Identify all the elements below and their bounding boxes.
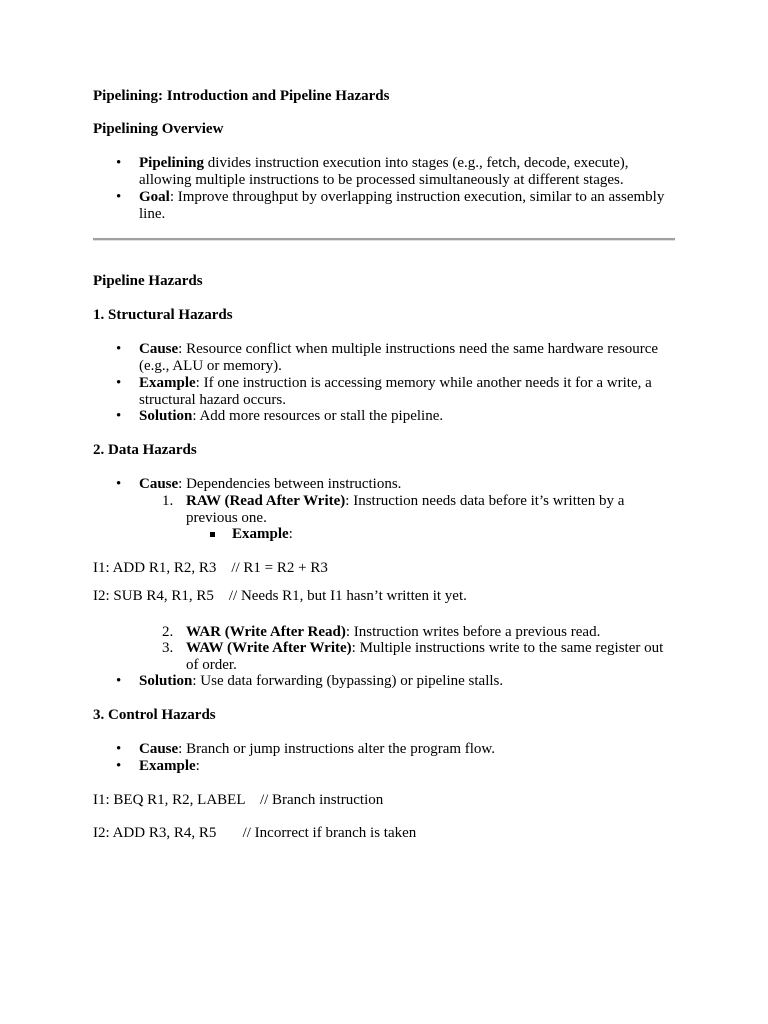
term-raw: RAW (Read After Write): [186, 493, 346, 509]
code-line-beq: I1: BEQ R1, R2, LABEL // Branch instruction: [93, 792, 384, 808]
list-number: 1.: [162, 493, 174, 509]
text-cause: : Dependencies between instructions.: [178, 476, 402, 492]
code-line-sub: I2: SUB R4, R1, R5 // Needs R1, but I1 hasn’t written it yet.: [93, 588, 467, 604]
list-item-war: [186, 624, 676, 641]
text-cause: : Resource conflict when multiple instructions need the same hardware resource (e.g., ALU or memory).: [139, 341, 659, 374]
square-bullet-marker: [210, 532, 215, 537]
text-goal: : Improve throughput by overlapping instruction execution, similar to an assembly line.: [139, 189, 665, 222]
list-item-solution: [139, 408, 684, 425]
horizontal-divider: [93, 238, 675, 241]
list-item-example: [232, 526, 293, 543]
bullet-marker: •: [116, 408, 122, 424]
term-waw: WAW (Write After Write): [186, 640, 352, 656]
section-heading-overview: Pipelining Overview: [93, 121, 224, 137]
text-pipelining: divides instruction execution into stages (e.g., fetch, decode, execute), allowing multiple instructions to be processed simultaneously at different stages.: [139, 155, 629, 188]
term-solution: Solution: [139, 408, 193, 424]
term-cause: Cause: [139, 741, 179, 757]
list-item-waw: [186, 640, 676, 674]
list-item-pipelining: [139, 155, 684, 189]
text-solution: : Add more resources or stall the pipeline.: [192, 408, 444, 424]
heading-data-hazards: 2. Data Hazards: [93, 442, 197, 458]
bullet-marker: •: [116, 341, 122, 357]
term-example: Example: [139, 758, 196, 774]
list-item-goal: [139, 189, 684, 223]
heading-structural-hazards: 1. Structural Hazards: [93, 307, 233, 323]
bullet-marker: •: [116, 758, 122, 774]
list-item-example: [139, 375, 684, 409]
text-cause: : Branch or jump instructions alter the program flow.: [178, 741, 496, 757]
code-line-add: I1: ADD R1, R2, R3 // R1 = R2 + R3: [93, 560, 328, 576]
bullet-marker: •: [116, 189, 122, 205]
bullet-marker: •: [116, 741, 122, 757]
text-example: : If one instruction is accessing memory while another needs it for a write, a structural hazard occurs.: [139, 375, 652, 408]
term-war: WAR (Write After Read): [186, 624, 346, 640]
bullet-marker: •: [116, 375, 122, 391]
list-number: 3.: [162, 640, 174, 656]
text-waw: : Multiple instructions write to the same register out of order.: [186, 640, 664, 673]
term-pipelining: Pipelining: [139, 155, 205, 171]
term-cause: Cause: [139, 476, 179, 492]
text-solution: : Use data forwarding (bypassing) or pipeline stalls.: [192, 673, 504, 689]
list-item-solution: [139, 673, 684, 690]
text-example: :: [195, 758, 200, 774]
document-title: Pipelining: Introduction and Pipeline Hazards: [93, 88, 390, 104]
text-example: :: [288, 526, 293, 542]
bullet-marker: •: [116, 155, 122, 171]
list-number: 2.: [162, 624, 174, 640]
term-example: Example: [232, 526, 289, 542]
term-solution: Solution: [139, 673, 193, 689]
list-item-example: [139, 758, 684, 775]
list-item-raw: [186, 493, 676, 527]
list-item-cause: [139, 476, 684, 493]
bullet-marker: •: [116, 476, 122, 492]
section-heading-hazards: Pipeline Hazards: [93, 273, 203, 289]
text-raw: : Instruction needs data before it’s written by a previous one.: [186, 493, 625, 526]
list-item-cause: [139, 341, 684, 375]
term-goal: Goal: [139, 189, 170, 205]
bullet-marker: •: [116, 673, 122, 689]
code-line-add-control: I2: ADD R3, R4, R5 // Incorrect if branch is taken: [93, 825, 417, 841]
heading-control-hazards: 3. Control Hazards: [93, 707, 216, 723]
term-cause: Cause: [139, 341, 179, 357]
list-item-cause: [139, 741, 684, 758]
term-example: Example: [139, 375, 196, 391]
text-war: : Instruction writes before a previous read.: [345, 624, 601, 640]
